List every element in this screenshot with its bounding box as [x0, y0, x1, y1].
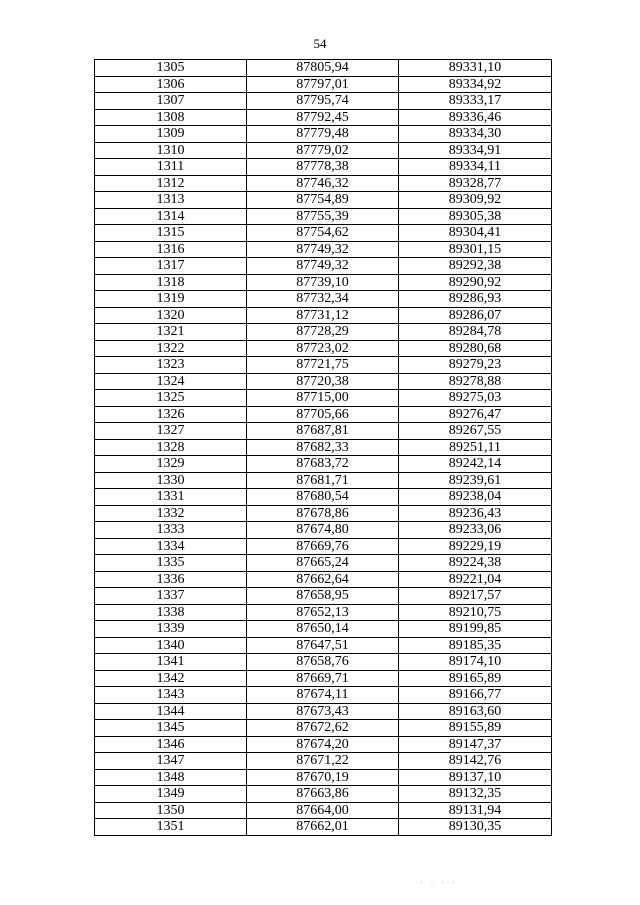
point-number-cell: 1310 [95, 142, 247, 159]
y-coordinate-cell: 89242,14 [399, 456, 552, 473]
y-coordinate-cell: 89309,92 [399, 192, 552, 209]
table-row [95, 93, 552, 110]
x-coordinate-cell: 87658,76 [247, 654, 399, 671]
x-coordinate-cell: 87792,45 [247, 109, 399, 126]
table-row [95, 109, 552, 126]
table-row [95, 241, 552, 258]
table-row [95, 736, 552, 753]
table-row [95, 390, 552, 407]
table-row [95, 769, 552, 786]
x-coordinate-cell: 87664,00 [247, 802, 399, 819]
x-coordinate-cell: 87658,95 [247, 588, 399, 605]
x-coordinate-cell: 87749,32 [247, 241, 399, 258]
x-coordinate-cell: 87754,89 [247, 192, 399, 209]
table-row [95, 654, 552, 671]
point-number-cell: 1329 [95, 456, 247, 473]
x-coordinate-cell: 87705,66 [247, 406, 399, 423]
x-coordinate-cell: 87805,94 [247, 60, 399, 77]
x-coordinate-cell: 87749,32 [247, 258, 399, 275]
table-row [95, 439, 552, 456]
y-coordinate-cell: 89229,19 [399, 538, 552, 555]
x-coordinate-cell: 87746,32 [247, 175, 399, 192]
x-coordinate-cell: 87662,64 [247, 571, 399, 588]
table-row [95, 192, 552, 209]
table-row [95, 472, 552, 489]
x-coordinate-cell: 87652,13 [247, 604, 399, 621]
x-coordinate-cell: 87731,12 [247, 307, 399, 324]
table-row [95, 753, 552, 770]
table-row [95, 225, 552, 242]
y-coordinate-cell: 89292,38 [399, 258, 552, 275]
table-row [95, 786, 552, 803]
y-coordinate-cell: 89224,38 [399, 555, 552, 572]
y-coordinate-cell: 89334,92 [399, 76, 552, 93]
x-coordinate-cell: 87754,62 [247, 225, 399, 242]
table-row [95, 324, 552, 341]
table-row [95, 406, 552, 423]
point-number-cell: 1321 [95, 324, 247, 341]
x-coordinate-cell: 87678,86 [247, 505, 399, 522]
point-number-cell: 1333 [95, 522, 247, 539]
point-number-cell: 1351 [95, 819, 247, 836]
x-coordinate-cell: 87650,14 [247, 621, 399, 638]
table-row [95, 687, 552, 704]
table-row [95, 274, 552, 291]
x-coordinate-cell: 87669,71 [247, 670, 399, 687]
point-number-cell: 1312 [95, 175, 247, 192]
table-row [95, 423, 552, 440]
point-number-cell: 1336 [95, 571, 247, 588]
point-number-cell: 1331 [95, 489, 247, 506]
point-number-cell: 1345 [95, 720, 247, 737]
point-number-cell: 1313 [95, 192, 247, 209]
x-coordinate-cell: 87663,86 [247, 786, 399, 803]
point-number-cell: 1324 [95, 373, 247, 390]
point-number-cell: 1342 [95, 670, 247, 687]
point-number-cell: 1339 [95, 621, 247, 638]
y-coordinate-cell: 89275,03 [399, 390, 552, 407]
y-coordinate-cell: 89221,04 [399, 571, 552, 588]
y-coordinate-cell: 89279,23 [399, 357, 552, 374]
x-coordinate-cell: 87721,75 [247, 357, 399, 374]
table-row [95, 258, 552, 275]
point-number-cell: 1311 [95, 159, 247, 176]
table-row [95, 357, 552, 374]
y-coordinate-cell: 89233,06 [399, 522, 552, 539]
x-coordinate-cell: 87687,81 [247, 423, 399, 440]
point-number-cell: 1335 [95, 555, 247, 572]
table-row [95, 670, 552, 687]
y-coordinate-cell: 89278,88 [399, 373, 552, 390]
y-coordinate-cell: 89305,38 [399, 208, 552, 225]
y-coordinate-cell: 89163,60 [399, 703, 552, 720]
point-number-cell: 1332 [95, 505, 247, 522]
y-coordinate-cell: 89174,10 [399, 654, 552, 671]
x-coordinate-cell: 87647,51 [247, 637, 399, 654]
table-row [95, 637, 552, 654]
y-coordinate-cell: 89239,61 [399, 472, 552, 489]
y-coordinate-cell: 89333,17 [399, 93, 552, 110]
point-number-cell: 1349 [95, 786, 247, 803]
point-number-cell: 1340 [95, 637, 247, 654]
table-row [95, 340, 552, 357]
point-number-cell: 1320 [95, 307, 247, 324]
x-coordinate-cell: 87671,22 [247, 753, 399, 770]
y-coordinate-cell: 89185,35 [399, 637, 552, 654]
table-row [95, 604, 552, 621]
table-row [95, 489, 552, 506]
x-coordinate-cell: 87673,43 [247, 703, 399, 720]
table-row [95, 76, 552, 93]
x-coordinate-cell: 87670,19 [247, 769, 399, 786]
y-coordinate-cell: 89132,35 [399, 786, 552, 803]
y-coordinate-cell: 89280,68 [399, 340, 552, 357]
table-row [95, 142, 552, 159]
page-number: 54 [313, 36, 327, 51]
table-row [95, 126, 552, 143]
x-coordinate-cell: 87674,11 [247, 687, 399, 704]
table-row [95, 703, 552, 720]
y-coordinate-cell: 89276,47 [399, 406, 552, 423]
point-number-cell: 1318 [95, 274, 247, 291]
x-coordinate-cell: 87779,02 [247, 142, 399, 159]
point-number-cell: 1328 [95, 439, 247, 456]
coordinates-table [94, 59, 552, 836]
point-number-cell: 1323 [95, 357, 247, 374]
point-number-cell: 1325 [95, 390, 247, 407]
x-coordinate-cell: 87665,24 [247, 555, 399, 572]
point-number-cell: 1348 [95, 769, 247, 786]
x-coordinate-cell: 87723,02 [247, 340, 399, 357]
y-coordinate-cell: 89137,10 [399, 769, 552, 786]
y-coordinate-cell: 89267,55 [399, 423, 552, 440]
x-coordinate-cell: 87739,10 [247, 274, 399, 291]
y-coordinate-cell: 89199,85 [399, 621, 552, 638]
point-number-cell: 1319 [95, 291, 247, 308]
table-row [95, 802, 552, 819]
y-coordinate-cell: 89284,78 [399, 324, 552, 341]
table-row [95, 307, 552, 324]
y-coordinate-cell: 89331,10 [399, 60, 552, 77]
y-coordinate-cell: 89166,77 [399, 687, 552, 704]
point-number-cell: 1338 [95, 604, 247, 621]
table-row [95, 60, 552, 77]
point-number-cell: 1337 [95, 588, 247, 605]
x-coordinate-cell: 87797,01 [247, 76, 399, 93]
table-row [95, 373, 552, 390]
table-row [95, 456, 552, 473]
table-row [95, 588, 552, 605]
point-number-cell: 1341 [95, 654, 247, 671]
y-coordinate-cell: 89147,37 [399, 736, 552, 753]
table-row [95, 208, 552, 225]
y-coordinate-cell: 89238,04 [399, 489, 552, 506]
x-coordinate-cell: 87778,38 [247, 159, 399, 176]
table-row [95, 555, 552, 572]
y-coordinate-cell: 89217,57 [399, 588, 552, 605]
y-coordinate-cell: 89334,30 [399, 126, 552, 143]
table-row [95, 621, 552, 638]
y-coordinate-cell: 89336,46 [399, 109, 552, 126]
y-coordinate-cell: 89334,11 [399, 159, 552, 176]
point-number-cell: 1343 [95, 687, 247, 704]
y-coordinate-cell: 89304,41 [399, 225, 552, 242]
y-coordinate-cell: 89165,89 [399, 670, 552, 687]
table-row [95, 538, 552, 555]
point-number-cell: 1344 [95, 703, 247, 720]
table-row [95, 175, 552, 192]
point-number-cell: 1308 [95, 109, 247, 126]
x-coordinate-cell: 87674,20 [247, 736, 399, 753]
y-coordinate-cell: 89236,43 [399, 505, 552, 522]
y-coordinate-cell: 89130,35 [399, 819, 552, 836]
y-coordinate-cell: 89328,77 [399, 175, 552, 192]
point-number-cell: 1315 [95, 225, 247, 242]
point-number-cell: 1334 [95, 538, 247, 555]
x-coordinate-cell: 87755,39 [247, 208, 399, 225]
y-coordinate-cell: 89210,75 [399, 604, 552, 621]
point-number-cell: 1317 [95, 258, 247, 275]
table-row [95, 571, 552, 588]
y-coordinate-cell: 89286,07 [399, 307, 552, 324]
point-number-cell: 1316 [95, 241, 247, 258]
point-number-cell: 1322 [95, 340, 247, 357]
x-coordinate-cell: 87681,71 [247, 472, 399, 489]
point-number-cell: 1314 [95, 208, 247, 225]
point-number-cell: 1347 [95, 753, 247, 770]
x-coordinate-cell: 87672,62 [247, 720, 399, 737]
point-number-cell: 1307 [95, 93, 247, 110]
point-number-cell: 1346 [95, 736, 247, 753]
table-row [95, 522, 552, 539]
y-coordinate-cell: 89251,11 [399, 439, 552, 456]
x-coordinate-cell: 87680,54 [247, 489, 399, 506]
y-coordinate-cell: 89155,89 [399, 720, 552, 737]
y-coordinate-cell: 89142,76 [399, 753, 552, 770]
y-coordinate-cell: 89286,93 [399, 291, 552, 308]
y-coordinate-cell: 89290,92 [399, 274, 552, 291]
table-row [95, 291, 552, 308]
table-row [95, 505, 552, 522]
point-number-cell: 1330 [95, 472, 247, 489]
x-coordinate-cell: 87674,80 [247, 522, 399, 539]
x-coordinate-cell: 87795,74 [247, 93, 399, 110]
scan-artifact: · · · · [420, 878, 458, 887]
x-coordinate-cell: 87683,72 [247, 456, 399, 473]
point-number-cell: 1306 [95, 76, 247, 93]
point-number-cell: 1326 [95, 406, 247, 423]
x-coordinate-cell: 87682,33 [247, 439, 399, 456]
y-coordinate-cell: 89131,94 [399, 802, 552, 819]
point-number-cell: 1305 [95, 60, 247, 77]
x-coordinate-cell: 87779,48 [247, 126, 399, 143]
x-coordinate-cell: 87728,29 [247, 324, 399, 341]
table-row [95, 819, 552, 836]
x-coordinate-cell: 87669,76 [247, 538, 399, 555]
point-number-cell: 1309 [95, 126, 247, 143]
x-coordinate-cell: 87732,34 [247, 291, 399, 308]
table-row [95, 720, 552, 737]
x-coordinate-cell: 87662,01 [247, 819, 399, 836]
table-row [95, 159, 552, 176]
coordinates-table-body [95, 60, 552, 836]
y-coordinate-cell: 89301,15 [399, 241, 552, 258]
point-number-cell: 1350 [95, 802, 247, 819]
point-number-cell: 1327 [95, 423, 247, 440]
x-coordinate-cell: 87720,38 [247, 373, 399, 390]
x-coordinate-cell: 87715,00 [247, 390, 399, 407]
y-coordinate-cell: 89334,91 [399, 142, 552, 159]
